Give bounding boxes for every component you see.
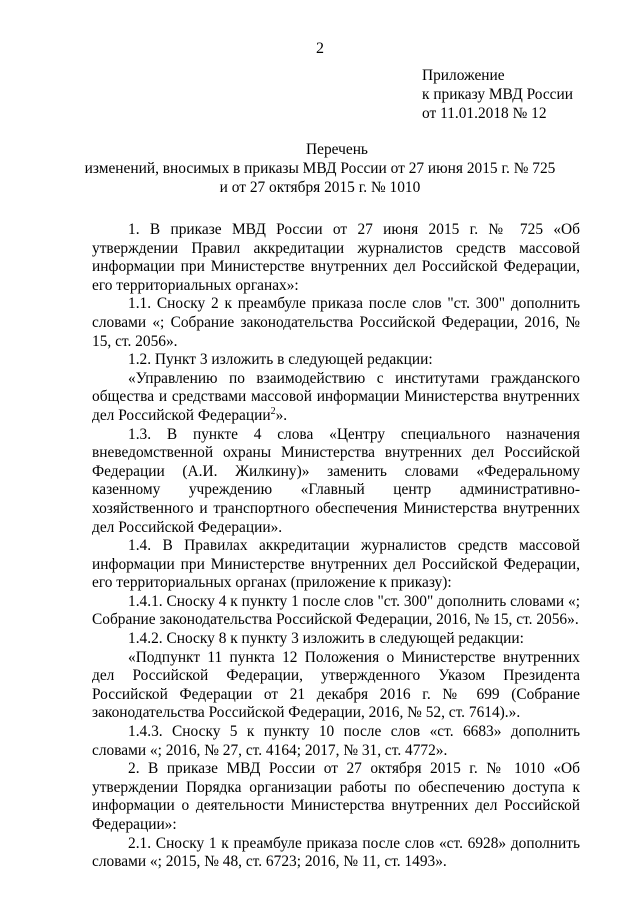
paragraph-1-4-1: 1.4.1. Сноску 4 к пункту 1 после слов "ст. 300" дополнить словами «; Собрание законодательства Российской Федерации, 2016, № 15, ст. 2056». — [92, 592, 580, 629]
paragraph-1-3: 1.3. В пункте 4 слова «Центру специального назначения вневедомственной охраны Министерства внутренних дел Российской Федерации (А.И. Жилкину)» заменить словами «Федеральному казенному учреждению «Главный центр административно-хозяйственного и транспортного обеспечения Министерства внутренних дел Российской Федерации». — [92, 425, 580, 536]
document-title — [0, 140, 640, 197]
paragraph-1-4: 1.4. В Правилах аккредитации журналистов средств массовой информации при Министерстве внутренних дел Российской Федерации, его территориальных органах (приложение к приказу): — [92, 537, 580, 592]
document-body — [92, 221, 580, 872]
paragraph-1-2-text — [92, 370, 580, 426]
appendix-block — [422, 66, 573, 123]
paragraph-1-2-quote: «Управлению по взаимодействию с институтами гражданского общества и средствами массовой информации Министерства внутренних дел Российской Федерации — [92, 369, 580, 424]
appendix-line-3: от 11.01.2018 № 12 — [422, 105, 547, 122]
title-line-2: и от 27 октября 2015 г. № 1010 — [219, 179, 421, 196]
paragraph-2-1: 2.1. Сноску 1 к преамбуле приказа после слов «ст. 6928» дополнить словами «; 2015, № 48, ст. 6723; 2016, № 11, ст. 1493». — [92, 834, 580, 871]
title-heading: Перечень — [306, 141, 368, 158]
paragraph-1-4-3: 1.4.3. Сноску 5 к пункту 10 после слов «ст. 6683» дополнить словами «; 2016, № 27, ст. 4164; 2017, № 31, ст. 4772». — [92, 723, 580, 759]
page-number: 2 — [316, 40, 324, 57]
appendix-line-1: Приложение — [422, 67, 505, 84]
paragraph-1-2-end: ». — [275, 406, 288, 424]
paragraph-1: 1. В приказе МВД России от 27 июня 2015 г. № 725 «Об утверждении Правил аккредитации журналистов средств массовой информации при Министерстве внутренних дел Российской Федерации, его территориальных органах»: — [92, 221, 580, 294]
footnote-mark: 2 — [270, 405, 276, 417]
appendix-line-2: к приказу МВД России — [422, 86, 573, 103]
paragraph-1-4-2-text: «Подпункт 11 пункта 12 Положения о Министерстве внутренних дел Российской Федерации, утвержденного Указом Президента Российской Федерации от 21 декабря 2016 г. № 699 (Собрание законодательства Российской Федерации, 2016, № 52, ст. 7614).». — [92, 648, 580, 722]
paragraph-1-2: 1.2. Пункт 3 изложить в следующей редакции: — [128, 351, 433, 369]
paragraph-2: 2. В приказе МВД России от 27 октября 2015 г. № 1010 «Об утверждении Порядка организации работы по обеспечению доступа к информации о деятельности Министерства внутренних дел Российской Федерации»: — [92, 760, 580, 833]
title-line-1: изменений, вносимых в приказы МВД России от 27 июня 2015 г. № 725 — [84, 160, 556, 177]
paragraph-1-4-2: 1.4.2. Сноску 8 к пункту 3 изложить в следующей редакции: — [128, 630, 524, 648]
paragraph-1-1: 1.1. Сноску 2 к преамбуле приказа после слов "ст. 300" дополнить словами «; Собрание законодательства Российской Федерации, 2016, № 15, ст. 2056». — [92, 295, 580, 350]
